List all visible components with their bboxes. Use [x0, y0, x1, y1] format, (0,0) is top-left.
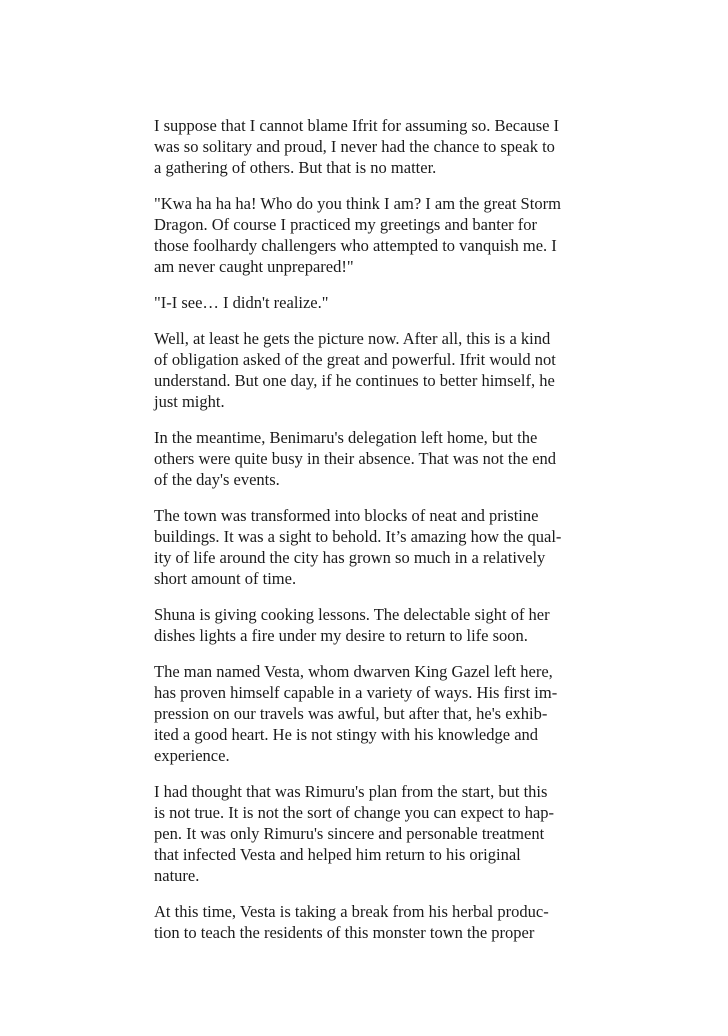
paragraph — [154, 505, 599, 589]
text-line: just might. — [154, 392, 225, 411]
paragraph — [154, 115, 599, 178]
text-line: understand. But one day, if he continues to better himself, he — [154, 371, 555, 390]
text-line: buildings. It was a sight to behold. It’s amazing how the qual- — [154, 527, 562, 546]
text-line: ited a good heart. He is not stingy with his knowledge and — [154, 725, 539, 744]
paragraph — [154, 193, 599, 277]
text-line: ity of life around the city has grown so much in a relatively — [154, 548, 546, 567]
text-line: has proven himself capable in a variety of ways. His first im- — [154, 683, 558, 702]
text-line: "I-I see… I didn't realize." — [154, 293, 329, 312]
paragraph — [154, 427, 599, 490]
paragraph — [154, 604, 599, 646]
text-line: tion to teach the residents of this monster town the proper — [154, 923, 535, 942]
text-line: In the meantime, Benimaru's delegation left home, but the — [154, 428, 538, 447]
text-line: those foolhardy challengers who attempted to vanquish me. I — [154, 236, 557, 255]
text-line: of obligation asked of the great and powerful. Ifrit would not — [154, 350, 556, 369]
text-line: am never caught unprepared!" — [154, 257, 354, 276]
text-line: short amount of time. — [154, 569, 297, 588]
text-line: The man named Vesta, whom dwarven King Gazel left here, — [154, 662, 553, 681]
text-line: that infected Vesta and helped him return to his original — [154, 845, 521, 864]
text-line: Dragon. Of course I practiced my greetings and banter for — [154, 215, 538, 234]
paragraph — [154, 292, 599, 313]
text-line: of the day's events. — [154, 470, 280, 489]
paragraph — [154, 328, 599, 412]
paragraph — [154, 901, 599, 943]
text-line: The town was transformed into blocks of neat and pristine — [154, 506, 539, 525]
text-line: "Kwa ha ha ha! Who do you think I am? I am the great Storm — [154, 194, 561, 213]
text-line: I had thought that was Rimuru's plan from the start, but this — [154, 782, 548, 801]
text-line: Shuna is giving cooking lessons. The delectable sight of her — [154, 605, 550, 624]
text-line: experience. — [154, 746, 230, 765]
text-line: is not true. It is not the sort of change you can expect to hap- — [154, 803, 555, 822]
text-line: was so solitary and proud, I never had the chance to speak to — [154, 137, 555, 156]
text-line: At this time, Vesta is taking a break from his herbal produc- — [154, 902, 549, 921]
page-text-block — [154, 115, 599, 958]
paragraph — [154, 781, 599, 886]
text-line: dishes lights a fire under my desire to return to life soon. — [154, 626, 528, 645]
text-line: Well, at least he gets the picture now. After all, this is a kind — [154, 329, 551, 348]
text-line: others were quite busy in their absence. That was not the end — [154, 449, 556, 468]
text-line: pression on our travels was awful, but after that, he's exhib- — [154, 704, 548, 723]
text-line: pen. It was only Rimuru's sincere and personable treatment — [154, 824, 545, 843]
text-line: I suppose that I cannot blame Ifrit for assuming so. Because I — [154, 116, 560, 135]
text-line: nature. — [154, 866, 200, 885]
paragraph — [154, 661, 599, 766]
text-line: a gathering of others. But that is no matter. — [154, 158, 437, 177]
